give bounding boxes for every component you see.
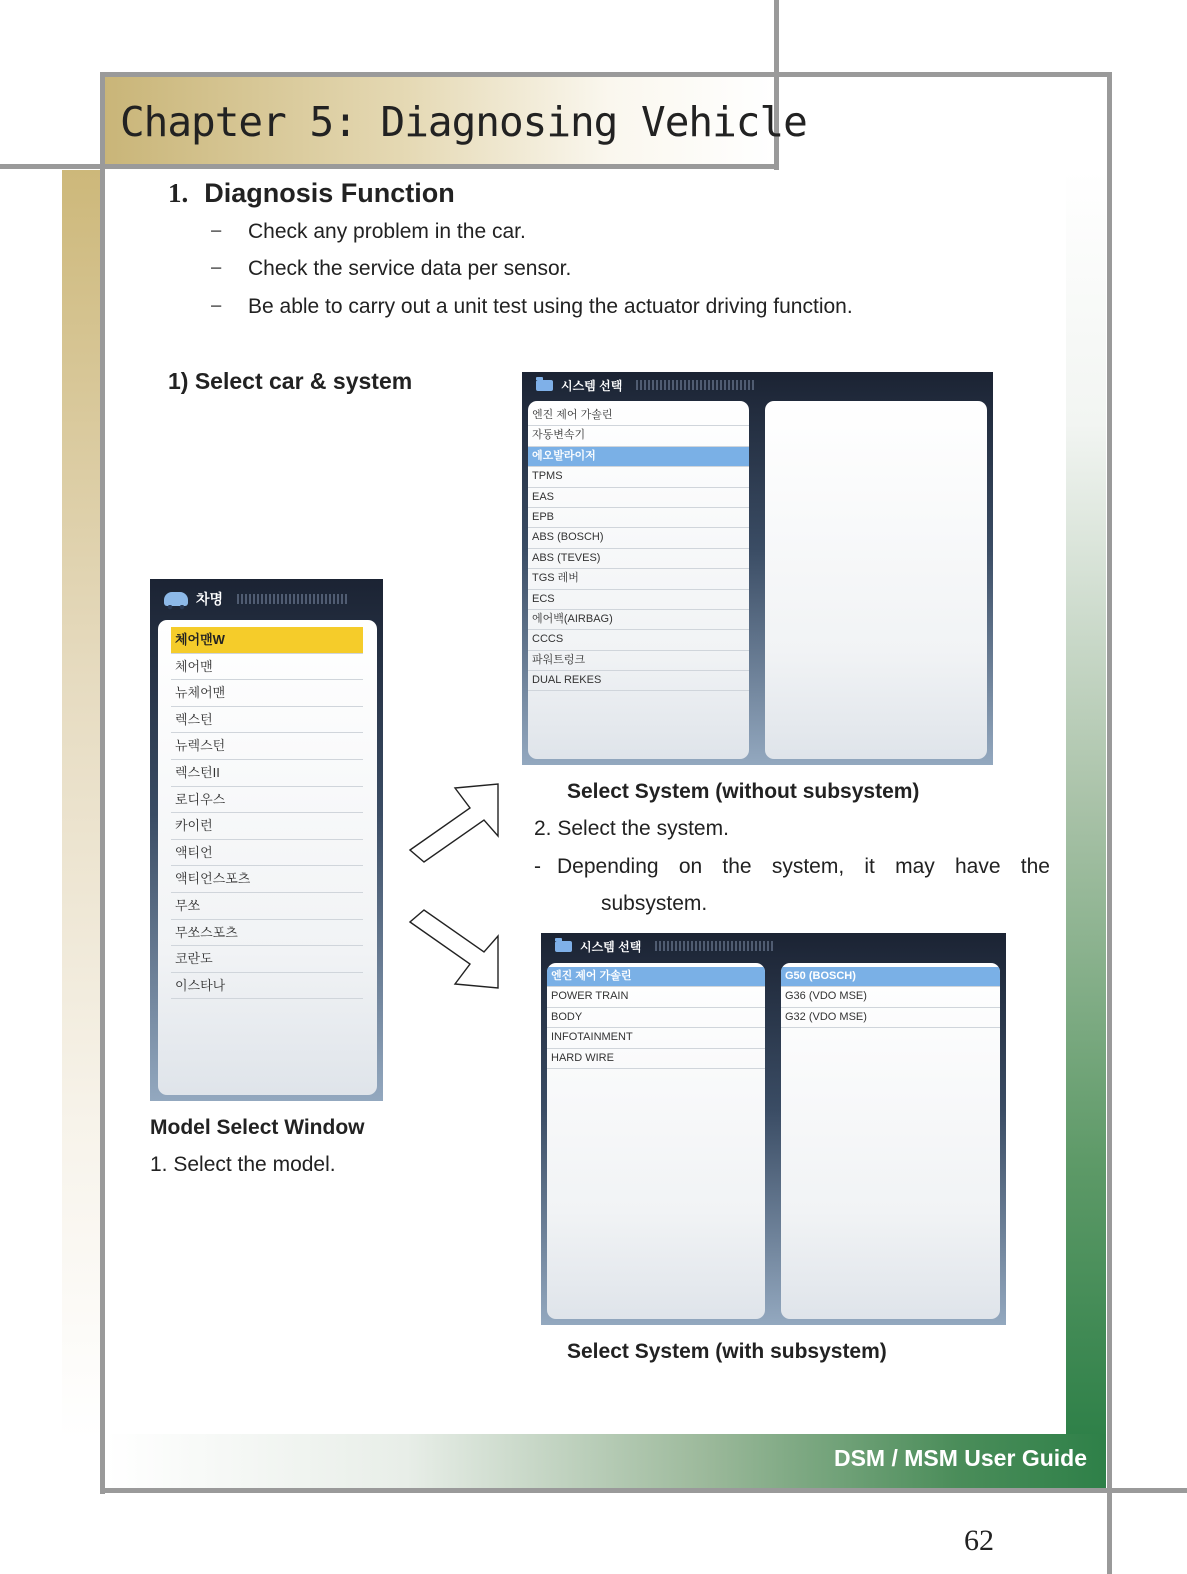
left-gradient-bar (62, 170, 104, 1440)
system-list-item[interactable]: EPB (528, 508, 749, 528)
frame-line (1107, 1488, 1187, 1493)
section-title: Diagnosis Function (204, 178, 455, 208)
step-1-text: 1. Select the model. (150, 1153, 336, 1176)
model-list-item[interactable]: 액티언 (171, 840, 363, 867)
folder-icon (555, 941, 572, 952)
title-bar-pattern (237, 594, 347, 604)
system-window-caption: Select System (without subsystem) (567, 780, 920, 803)
subsystem-list (781, 963, 1000, 1028)
page-number: 62 (964, 1524, 994, 1557)
chapter-title: Chapter 5: Diagnosing Vehicle (120, 98, 807, 146)
arrow-down-right-icon (410, 910, 498, 988)
window-title: 시스템 선택 (580, 939, 642, 954)
system-note-line2: subsystem. (601, 892, 708, 915)
system-list (528, 401, 749, 691)
system-list-panel (547, 963, 765, 1319)
folder-icon (536, 380, 553, 391)
model-list (158, 620, 377, 999)
subsystem-list-item[interactable]: G32 (VDO MSE) (781, 1008, 1000, 1028)
frame-line (100, 164, 779, 169)
frame-line (0, 164, 104, 169)
subsystem-list-panel-empty (765, 401, 987, 759)
system-note: - Depending on the system, it may have the (534, 855, 1050, 878)
system-list-item[interactable]: ABS (BOSCH) (528, 528, 749, 548)
subsection-title: 1) Select car & system (168, 368, 413, 394)
system-select-window-without-subsystem (522, 372, 993, 765)
window-title-bar (541, 933, 1006, 959)
car-icon (164, 592, 188, 606)
section-number: 1. (168, 178, 189, 208)
model-list-item[interactable]: 뉴렉스턴 (171, 733, 363, 760)
window-title: 시스템 선택 (561, 378, 623, 393)
system-list-item[interactable]: BODY (547, 1008, 765, 1028)
model-list-panel (158, 620, 377, 1095)
bullet-item: − Be able to carry out a unit test using the actuator driving function. (210, 295, 853, 318)
system-list-item[interactable]: DUAL REKES (528, 671, 749, 691)
system-list-item[interactable]: EAS (528, 488, 749, 508)
model-list-item[interactable]: 카이런 (171, 813, 363, 840)
system-list-item[interactable]: 자동변속기 (528, 426, 749, 446)
frame-line (100, 72, 1112, 77)
model-list-item[interactable]: 코란도 (171, 946, 363, 973)
model-list-item[interactable]: 뉴체어맨 (171, 680, 363, 707)
system-list-item[interactable]: POWER TRAIN (547, 987, 765, 1007)
model-list-item[interactable]: 체어맨W (171, 627, 363, 654)
section-heading (168, 178, 455, 209)
model-list-item[interactable]: 액티언스포츠 (171, 866, 363, 893)
system-list-item[interactable]: TGS 레버 (528, 569, 749, 589)
system-list-item[interactable]: 파워트렁크 (528, 651, 749, 671)
system-list-item[interactable]: CCCS (528, 630, 749, 650)
window-title-bar (522, 372, 993, 398)
system-list-item[interactable]: TPMS (528, 467, 749, 487)
arrow-up-right-icon (410, 784, 498, 862)
system-list-item[interactable]: 에오발라이저 (528, 447, 749, 467)
model-list-item[interactable]: 이스타나 (171, 973, 363, 1000)
frame-line (100, 72, 105, 1494)
system-list-item[interactable]: 엔진 제어 가솔린 (547, 967, 765, 987)
system-list (547, 963, 765, 1069)
system-list-item[interactable]: 엔진 제어 가솔린 (528, 406, 749, 426)
window-title: 차명 (196, 591, 224, 607)
model-list-item[interactable]: 로디우스 (171, 787, 363, 814)
model-list-item[interactable]: 렉스턴II (171, 760, 363, 787)
frame-line (100, 1488, 1112, 1493)
system-list-panel (528, 401, 749, 759)
title-bar-pattern (655, 941, 775, 951)
footer-guide-title: DSM / MSM User Guide (833, 1445, 1087, 1471)
model-list-item[interactable]: 체어맨 (171, 654, 363, 681)
frame-line (1107, 72, 1112, 1574)
system-list-item[interactable]: ABS (TEVES) (528, 549, 749, 569)
system-list-item[interactable]: ECS (528, 590, 749, 610)
bullet-item: − Check the service data per sensor. (210, 257, 572, 280)
arrows (400, 770, 510, 1000)
subsystem-list-item[interactable]: G36 (VDO MSE) (781, 987, 1000, 1007)
model-select-window (150, 579, 383, 1101)
right-gradient-bar (1066, 170, 1106, 1440)
system-list-item[interactable]: 에어백(AIRBAG) (528, 610, 749, 630)
bullet-item: − Check any problem in the car. (210, 220, 526, 243)
system-select-window-with-subsystem (541, 933, 1006, 1325)
model-list-item[interactable]: 렉스턴 (171, 707, 363, 734)
model-list-item[interactable]: 무쏘 (171, 893, 363, 920)
model-list-item[interactable]: 무쏘스포츠 (171, 920, 363, 947)
system-window-caption: Select System (with subsystem) (567, 1340, 887, 1363)
title-bar-pattern (636, 380, 756, 390)
system-list-item[interactable]: INFOTAINMENT (547, 1028, 765, 1048)
system-list-item[interactable]: HARD WIRE (547, 1049, 765, 1069)
subsystem-list-item[interactable]: G50 (BOSCH) (781, 967, 1000, 987)
subsystem-list-panel (781, 963, 1000, 1319)
step-2-text: 2. Select the system. (534, 817, 729, 840)
window-title-bar (150, 579, 383, 619)
model-window-caption: Model Select Window (150, 1116, 365, 1139)
